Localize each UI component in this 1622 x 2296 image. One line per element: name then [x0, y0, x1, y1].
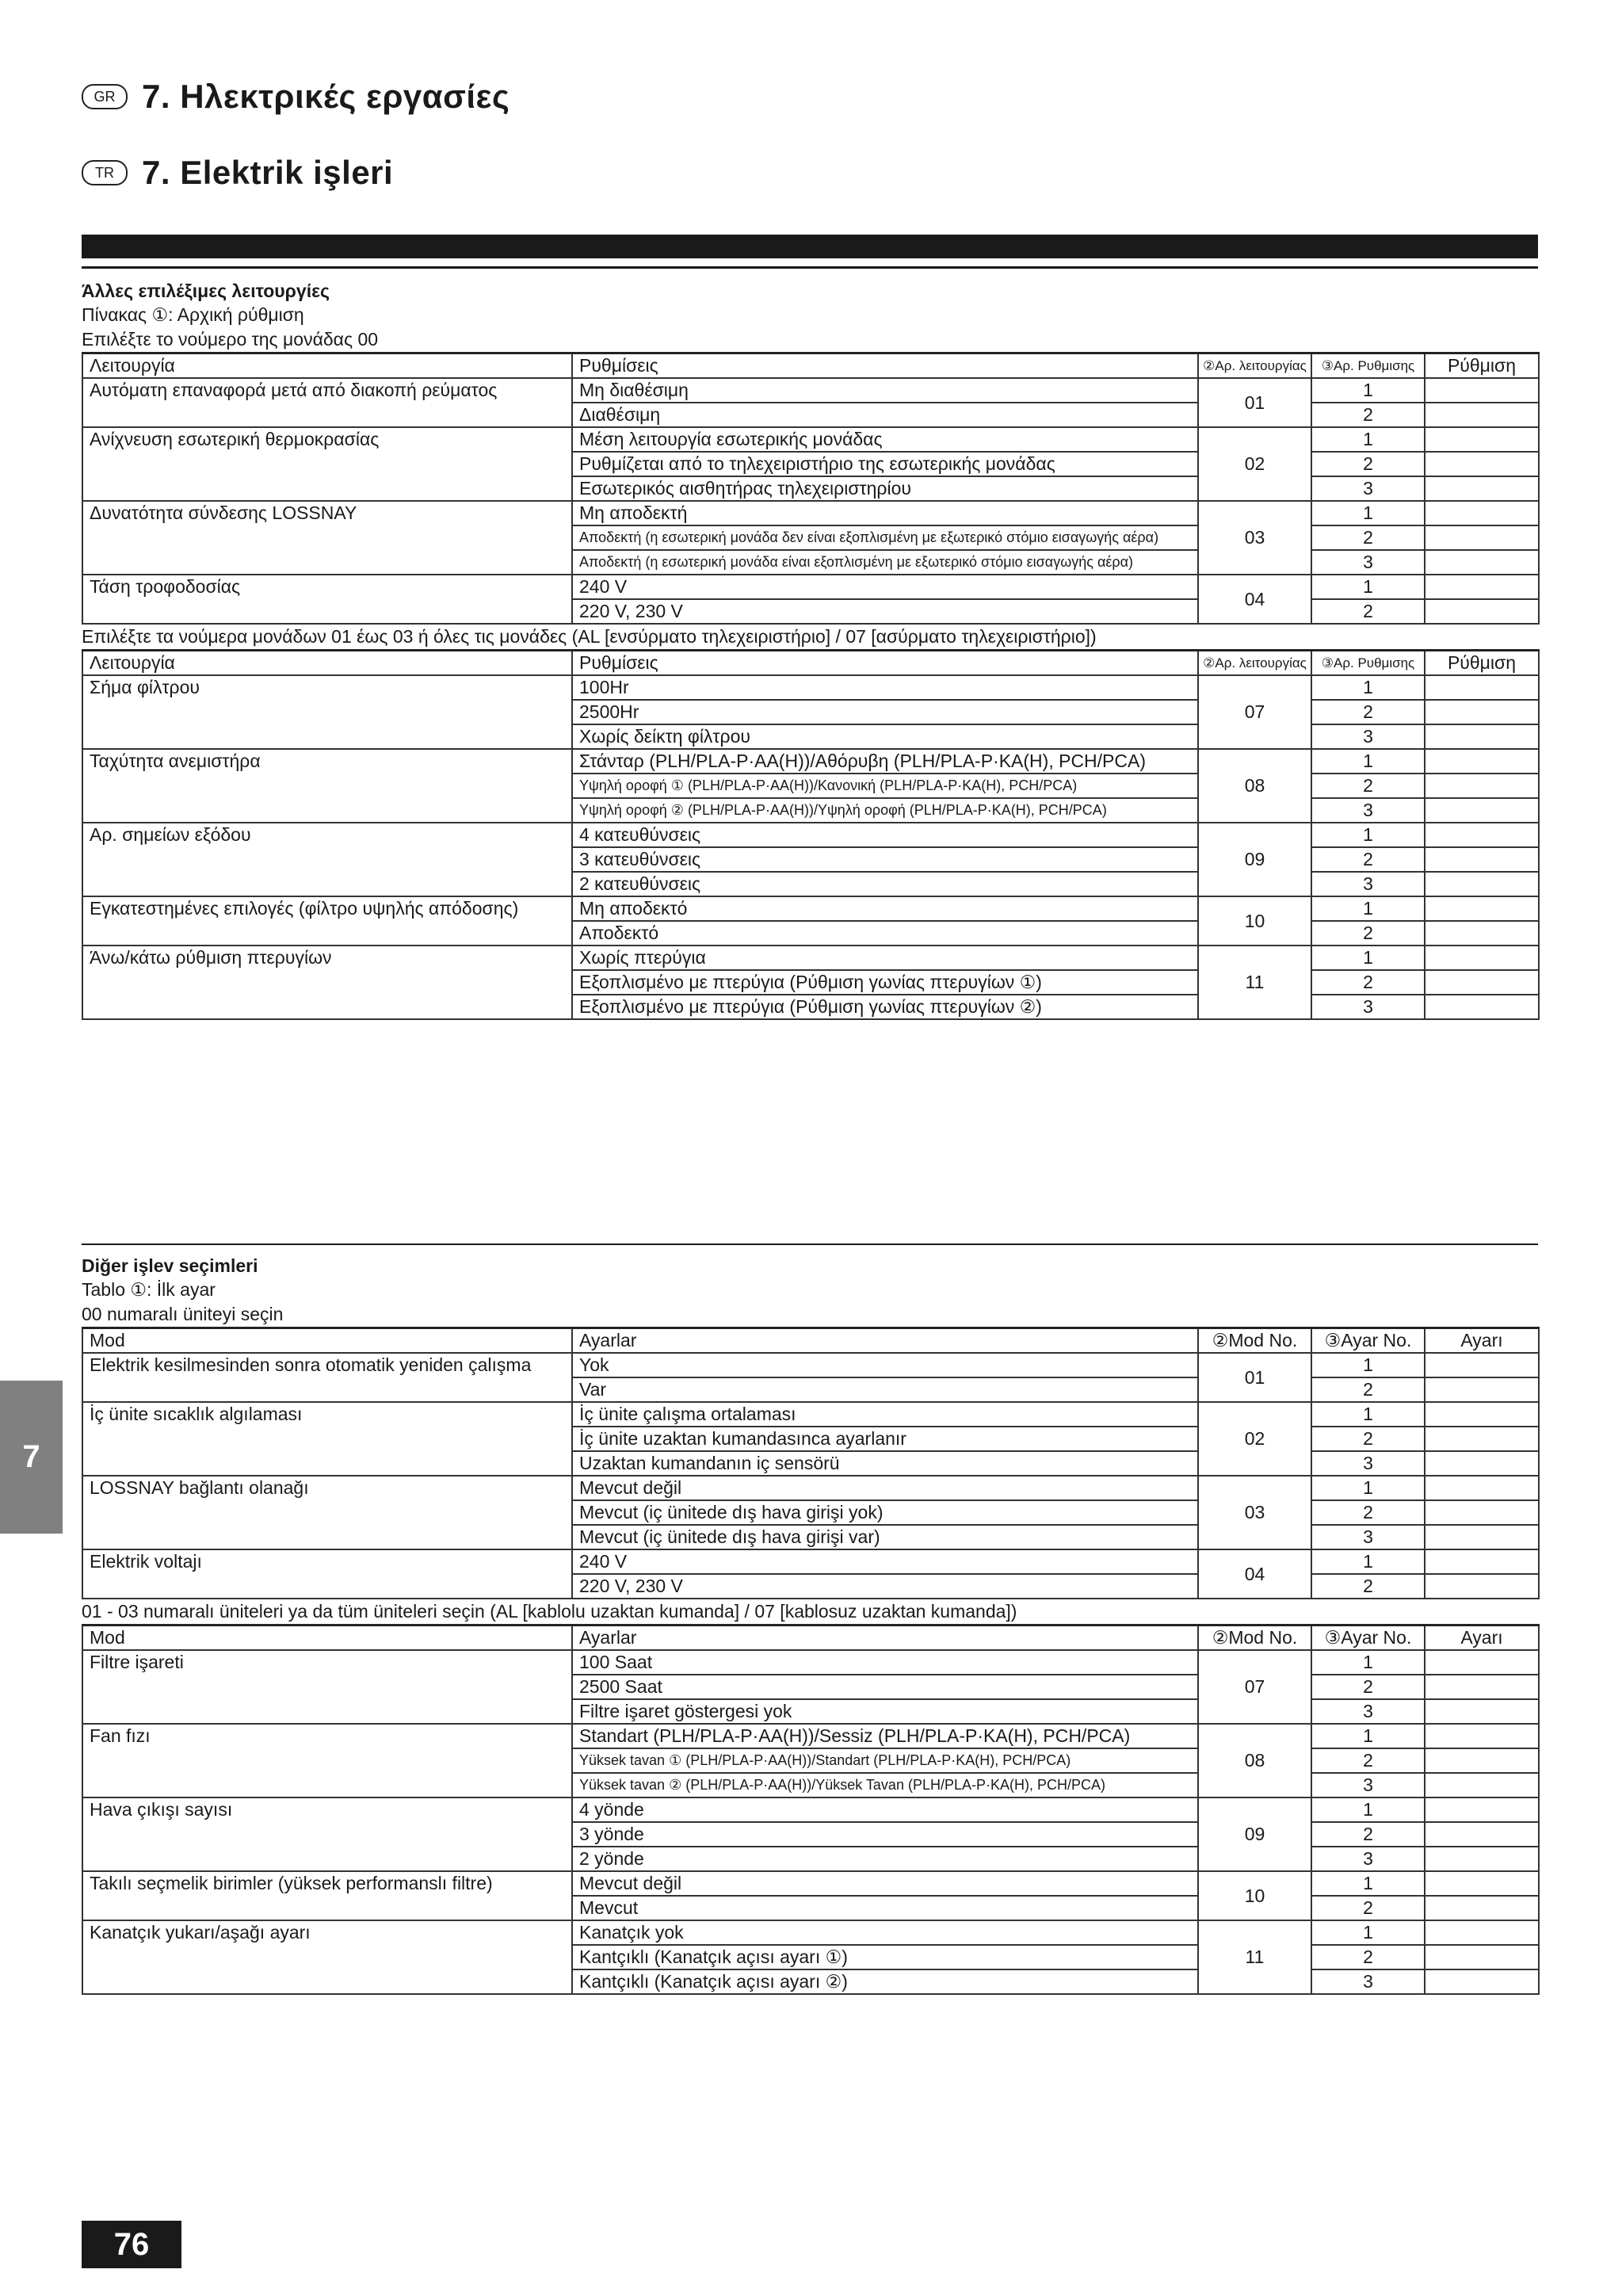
function-cell: Αυτόματη επαναφορά μετά από διακοπή ρεύματος	[82, 378, 572, 427]
turkish-section-title: Diğer işlev seçimleri	[82, 1255, 258, 1276]
setting-check-cell[interactable]	[1425, 1920, 1539, 1945]
setting-no-cell: 1	[1311, 378, 1425, 403]
setting-cell: Μη αποδεκτή	[572, 501, 1198, 525]
header-black-bar	[82, 235, 1538, 258]
mode-no-cell: 07	[1198, 1650, 1311, 1724]
setting-cell: Μη αποδεκτό	[572, 896, 1198, 921]
mode-no-cell: 11	[1198, 946, 1311, 1019]
setting-cell: Χωρίς πτερύγια	[572, 946, 1198, 970]
setting-no-cell: 2	[1311, 921, 1425, 946]
setting-check-cell[interactable]	[1425, 1574, 1539, 1599]
function-cell: Ταχύτητα ανεμιστήρα	[82, 749, 572, 823]
setting-cell: Εξοπλισμένο με πτερύγια (Ρύθμιση γωνίας πτερυγίων ②)	[572, 995, 1198, 1019]
function-cell: Fan fızı	[82, 1724, 572, 1797]
setting-cell: Εξοπλισμένο με πτερύγια (Ρύθμιση γωνίας πτερυγίων ①)	[572, 970, 1198, 995]
header-setting-no: ③Ayar No.	[1311, 1626, 1425, 1651]
setting-check-cell[interactable]	[1425, 774, 1539, 798]
function-cell: Elektrik kesilmesinden sonra otomatik yeniden çalışma	[82, 1353, 572, 1402]
header-settings: Ayarlar	[572, 1328, 1198, 1354]
mode-no-cell: 10	[1198, 1871, 1311, 1920]
setting-no-cell: 1	[1311, 575, 1425, 599]
setting-check-cell[interactable]	[1425, 1402, 1539, 1427]
header-mode-no: ②Αρ. λειτουργίας	[1198, 651, 1311, 676]
setting-no-cell: 3	[1311, 1773, 1425, 1797]
setting-check-cell[interactable]	[1425, 1699, 1539, 1724]
table-row	[82, 575, 1539, 599]
header-setting-no: ③Αρ. Ρυθμισης	[1311, 651, 1425, 676]
setting-no-cell: 3	[1311, 724, 1425, 749]
setting-no-cell: 2	[1311, 847, 1425, 872]
table-row	[82, 1920, 1539, 1945]
header-function: Mod	[82, 1626, 572, 1651]
setting-no-cell: 2	[1311, 403, 1425, 427]
setting-cell: İç ünite çalışma ortalaması	[572, 1402, 1198, 1427]
greek-table-1	[82, 352, 1540, 625]
function-cell: Ανίχνευση εσωτερική θερμοκρασίας	[82, 427, 572, 501]
setting-cell: Αποδεκτό	[572, 921, 1198, 946]
function-cell: Hava çıkışı sayısı	[82, 1797, 572, 1871]
setting-cell: 2 yönde	[572, 1847, 1198, 1871]
setting-cell: Standart (PLH/PLA-P·AA(H))/Sessiz (PLH/PLA-P·KA(H), PCH/PCA)	[572, 1724, 1198, 1748]
turkish-table-1	[82, 1327, 1540, 1599]
table-row	[82, 1402, 1539, 1427]
setting-no-cell: 1	[1311, 1549, 1425, 1574]
turkish-section	[82, 1254, 1540, 1995]
setting-no-cell: 1	[1311, 1920, 1425, 1945]
function-cell: Αρ. σημείων εξόδου	[82, 823, 572, 896]
setting-no-cell: 3	[1311, 1969, 1425, 1994]
setting-cell: 4 κατευθύνσεις	[572, 823, 1198, 847]
header-setting: Ρύθμιση	[1425, 353, 1539, 379]
setting-check-cell[interactable]	[1425, 1724, 1539, 1748]
setting-no-cell: 3	[1311, 476, 1425, 501]
setting-cell: Mevcut değil	[572, 1476, 1198, 1500]
setting-check-cell[interactable]	[1425, 1822, 1539, 1847]
mode-no-cell: 03	[1198, 501, 1311, 575]
function-cell: Filtre işareti	[82, 1650, 572, 1724]
setting-no-cell: 2	[1311, 599, 1425, 624]
setting-check-cell[interactable]	[1425, 1748, 1539, 1773]
setting-check-cell[interactable]	[1425, 378, 1539, 403]
mode-no-cell: 02	[1198, 427, 1311, 501]
turkish-select-units-01-03: 01 - 03 numaralı üniteleri ya da tüm üniteleri seçin (AL [kablolu uzaktan kumanda] / 07 [kablosuz uzaktan kumanda])	[82, 1601, 1017, 1622]
setting-check-cell[interactable]	[1425, 525, 1539, 550]
table-header-row	[82, 651, 1539, 676]
header-mode-no: ②Mod No.	[1198, 1626, 1311, 1651]
function-cell: Δυνατότητα σύνδεσης LOSSNAY	[82, 501, 572, 575]
setting-cell: Var	[572, 1377, 1198, 1402]
setting-check-cell[interactable]	[1425, 1650, 1539, 1675]
table-row	[82, 1797, 1539, 1822]
header-mode-no: ②Mod No.	[1198, 1328, 1311, 1354]
setting-no-cell: 1	[1311, 1353, 1425, 1377]
setting-cell: 220 V, 230 V	[572, 599, 1198, 624]
setting-no-cell: 2	[1311, 452, 1425, 476]
setting-no-cell: 3	[1311, 550, 1425, 575]
setting-check-cell[interactable]	[1425, 896, 1539, 921]
function-cell: Kanatçık yukarı/aşağı ayarı	[82, 1920, 572, 1994]
setting-check-cell[interactable]	[1425, 1797, 1539, 1822]
mode-no-cell: 09	[1198, 823, 1311, 896]
table-row	[82, 378, 1539, 403]
mid-rule	[82, 1244, 1538, 1245]
setting-no-cell: 2	[1311, 1896, 1425, 1920]
turkish-select-unit-00: 00 numaralı üniteyi seçin	[82, 1304, 284, 1324]
setting-check-cell[interactable]	[1425, 1525, 1539, 1549]
function-cell: Elektrik voltajı	[82, 1549, 572, 1599]
header-rule	[82, 266, 1538, 269]
setting-no-cell: 3	[1311, 798, 1425, 823]
mode-no-cell: 07	[1198, 675, 1311, 749]
setting-cell: 240 V	[572, 1549, 1198, 1574]
greek-table-label: Πίνακας ①: Αρχική ρύθμιση	[82, 304, 304, 325]
header-line-tr	[82, 154, 393, 192]
page-number: 76	[82, 2221, 181, 2268]
setting-cell: Uzaktan kumandanın iç sensörü	[572, 1451, 1198, 1476]
setting-check-cell[interactable]	[1425, 1896, 1539, 1920]
header-settings: Ρυθμίσεις	[572, 353, 1198, 379]
setting-no-cell: 2	[1311, 1500, 1425, 1525]
setting-cell: Ρυθμίζεται από το τηλεχειριστήριο της εσωτερικής μονάδας	[572, 452, 1198, 476]
turkish-table-2	[82, 1624, 1540, 1995]
mode-no-cell: 09	[1198, 1797, 1311, 1871]
setting-check-cell[interactable]	[1425, 700, 1539, 724]
header-settings: Ρυθμίσεις	[572, 651, 1198, 676]
header-function: Λειτουργία	[82, 353, 572, 379]
setting-no-cell: 2	[1311, 774, 1425, 798]
setting-check-cell[interactable]	[1425, 798, 1539, 823]
header-settings: Ayarlar	[572, 1626, 1198, 1651]
function-cell: Σήμα φίλτρου	[82, 675, 572, 749]
setting-check-cell[interactable]	[1425, 476, 1539, 501]
setting-cell: Διαθέσιμη	[572, 403, 1198, 427]
setting-check-cell[interactable]	[1425, 1945, 1539, 1969]
setting-cell: Kantçıklı (Kanatçık açısı ayarı ①)	[572, 1945, 1198, 1969]
table-row	[82, 823, 1539, 847]
mode-no-cell: 01	[1198, 1353, 1311, 1402]
mode-no-cell: 11	[1198, 1920, 1311, 1994]
setting-no-cell: 2	[1311, 1748, 1425, 1773]
table-row	[82, 1724, 1539, 1748]
mode-no-cell: 08	[1198, 1724, 1311, 1797]
setting-check-cell[interactable]	[1425, 1871, 1539, 1896]
setting-check-cell[interactable]	[1425, 1451, 1539, 1476]
turkish-table-label: Tablo ①: İlk ayar	[82, 1279, 216, 1300]
setting-check-cell[interactable]	[1425, 1847, 1539, 1871]
section-heading-gr: 7. Ηλεκτρικές εργασίες	[142, 78, 510, 115]
mode-no-cell: 03	[1198, 1476, 1311, 1549]
setting-check-cell[interactable]	[1425, 403, 1539, 427]
setting-no-cell: 1	[1311, 896, 1425, 921]
setting-no-cell: 2	[1311, 1945, 1425, 1969]
setting-cell: Kantçıklı (Kanatçık açısı ayarı ②)	[572, 1969, 1198, 1994]
section-heading-tr: 7. Elektrik işleri	[142, 154, 394, 191]
setting-no-cell: 1	[1311, 1724, 1425, 1748]
header-mode-no: ②Αρ. λειτουργίας	[1198, 353, 1311, 379]
setting-no-cell: 3	[1311, 1699, 1425, 1724]
setting-no-cell: 2	[1311, 1377, 1425, 1402]
setting-no-cell: 2	[1311, 1822, 1425, 1847]
setting-cell: İç ünite uzaktan kumandasınca ayarlanır	[572, 1427, 1198, 1451]
setting-cell: Mevcut	[572, 1896, 1198, 1920]
setting-cell: 100Hr	[572, 675, 1198, 700]
setting-check-cell[interactable]	[1425, 1476, 1539, 1500]
setting-no-cell: 3	[1311, 1451, 1425, 1476]
mode-no-cell: 04	[1198, 575, 1311, 624]
setting-no-cell: 1	[1311, 823, 1425, 847]
table-row	[82, 427, 1539, 452]
setting-check-cell[interactable]	[1425, 995, 1539, 1019]
setting-cell: Yüksek tavan ② (PLH/PLA-P·AA(H))/Yüksek Tavan (PLH/PLA-P·KA(H), PCH/PCA)	[572, 1773, 1198, 1797]
setting-cell: Υψηλή οροφή ② (PLH/PLA-P·AA(H))/Υψηλή οροφή (PLH/PLA-P·KA(H), PCH/PCA)	[572, 798, 1198, 823]
table-row	[82, 501, 1539, 525]
setting-cell: 3 yönde	[572, 1822, 1198, 1847]
setting-check-cell[interactable]	[1425, 724, 1539, 749]
setting-check-cell[interactable]	[1425, 1377, 1539, 1402]
setting-cell: Μέση λειτουργία εσωτερικής μονάδας	[572, 427, 1198, 452]
setting-no-cell: 2	[1311, 1574, 1425, 1599]
setting-cell: Yok	[572, 1353, 1198, 1377]
table-header-row	[82, 353, 1539, 379]
setting-check-cell[interactable]	[1425, 921, 1539, 946]
setting-no-cell: 1	[1311, 675, 1425, 700]
setting-no-cell: 1	[1311, 1402, 1425, 1427]
setting-check-cell[interactable]	[1425, 427, 1539, 452]
function-cell: Τάση τροφοδοσίας	[82, 575, 572, 624]
setting-no-cell: 1	[1311, 1797, 1425, 1822]
lang-badge-tr: TR	[82, 160, 128, 185]
mode-no-cell: 04	[1198, 1549, 1311, 1599]
setting-check-cell[interactable]	[1425, 1549, 1539, 1574]
header-setting: Ayarı	[1425, 1328, 1539, 1354]
function-cell: Εγκατεστημένες επιλογές (φίλτρο υψηλής απόδοσης)	[82, 896, 572, 946]
setting-cell: Στάνταρ (PLH/PLA-P·AA(H))/Αθόρυβη (PLH/PLA-P·KA(H), PCH/PCA)	[572, 749, 1198, 774]
setting-cell: Mevcut (iç ünitede dış hava girişi yok)	[572, 1500, 1198, 1525]
header-function: Λειτουργία	[82, 651, 572, 676]
setting-check-cell[interactable]	[1425, 501, 1539, 525]
setting-check-cell[interactable]	[1425, 1773, 1539, 1797]
setting-no-cell: 1	[1311, 1476, 1425, 1500]
setting-no-cell: 2	[1311, 970, 1425, 995]
setting-no-cell: 1	[1311, 427, 1425, 452]
setting-check-cell[interactable]	[1425, 872, 1539, 896]
setting-cell: Χωρίς δείκτη φίλτρου	[572, 724, 1198, 749]
table-row	[82, 1871, 1539, 1896]
greek-table-2	[82, 649, 1540, 1020]
setting-cell: Yüksek tavan ① (PLH/PLA-P·AA(H))/Standart (PLH/PLA-P·KA(H), PCH/PCA)	[572, 1748, 1198, 1773]
setting-no-cell: 2	[1311, 525, 1425, 550]
greek-section-title: Άλλες επιλέξιμες λειτουργίες	[82, 281, 330, 301]
setting-check-cell[interactable]	[1425, 1500, 1539, 1525]
setting-no-cell: 3	[1311, 872, 1425, 896]
setting-check-cell[interactable]	[1425, 1427, 1539, 1451]
mode-no-cell: 02	[1198, 1402, 1311, 1476]
setting-no-cell: 2	[1311, 1427, 1425, 1451]
header-setting-no: ③Ayar No.	[1311, 1328, 1425, 1354]
table-header-row	[82, 1626, 1539, 1651]
setting-cell: Αποδεκτή (η εσωτερική μονάδα είναι εξοπλισμένη με εξωτερικό στόμιο εισαγωγής αέρα)	[572, 550, 1198, 575]
setting-check-cell[interactable]	[1425, 749, 1539, 774]
header-setting: Ρύθμιση	[1425, 651, 1539, 676]
function-cell: İç ünite sıcaklık algılaması	[82, 1402, 572, 1476]
table-row	[82, 896, 1539, 921]
setting-check-cell[interactable]	[1425, 1969, 1539, 1994]
setting-cell: 100 Saat	[572, 1650, 1198, 1675]
setting-cell: 240 V	[572, 575, 1198, 599]
mode-no-cell: 10	[1198, 896, 1311, 946]
setting-check-cell[interactable]	[1425, 675, 1539, 700]
setting-cell: Μη διαθέσιμη	[572, 378, 1198, 403]
setting-cell: Εσωτερικός αισθητήρας τηλεχειριστηρίου	[572, 476, 1198, 501]
setting-cell: Kanatçık yok	[572, 1920, 1198, 1945]
setting-check-cell[interactable]	[1425, 823, 1539, 847]
setting-check-cell[interactable]	[1425, 970, 1539, 995]
setting-no-cell: 1	[1311, 946, 1425, 970]
setting-check-cell[interactable]	[1425, 1675, 1539, 1699]
setting-cell: 220 V, 230 V	[572, 1574, 1198, 1599]
setting-no-cell: 2	[1311, 700, 1425, 724]
setting-no-cell: 1	[1311, 501, 1425, 525]
setting-cell: Υψηλή οροφή ① (PLH/PLA-P·AA(H))/Κανονική (PLH/PLA-P·KA(H), PCH/PCA)	[572, 774, 1198, 798]
mode-no-cell: 01	[1198, 378, 1311, 427]
setting-no-cell: 3	[1311, 1525, 1425, 1549]
setting-cell: 2500 Saat	[572, 1675, 1198, 1699]
setting-check-cell[interactable]	[1425, 1353, 1539, 1377]
greek-section	[82, 279, 1540, 1020]
setting-cell: Mevcut değil	[572, 1871, 1198, 1896]
table-row	[82, 675, 1539, 700]
table-row	[82, 749, 1539, 774]
table-row	[82, 1476, 1539, 1500]
header-function: Mod	[82, 1328, 572, 1354]
table-row	[82, 1549, 1539, 1574]
setting-cell: Mevcut (iç ünitede dış hava girişi var)	[572, 1525, 1198, 1549]
setting-cell: 4 yönde	[572, 1797, 1198, 1822]
table-row	[82, 1650, 1539, 1675]
function-cell: LOSSNAY bağlantı olanağı	[82, 1476, 572, 1549]
setting-check-cell[interactable]	[1425, 550, 1539, 575]
lang-badge-gr: GR	[82, 84, 128, 109]
mode-no-cell: 08	[1198, 749, 1311, 823]
setting-no-cell: 1	[1311, 1871, 1425, 1896]
setting-cell: 2500Hr	[572, 700, 1198, 724]
setting-no-cell: 1	[1311, 1650, 1425, 1675]
setting-cell: 3 κατευθύνσεις	[572, 847, 1198, 872]
setting-cell: Αποδεκτή (η εσωτερική μονάδα δεν είναι εξοπλισμένη με εξωτερικό στόμιο εισαγωγής αέρα)	[572, 525, 1198, 550]
setting-check-cell[interactable]	[1425, 847, 1539, 872]
header-line-gr	[82, 78, 509, 116]
chapter-side-tab: 7	[0, 1381, 63, 1534]
header-setting-no: ③Αρ. Ρυθμισης	[1311, 353, 1425, 379]
setting-no-cell: 2	[1311, 1675, 1425, 1699]
function-cell: Takılı seçmelik birimler (yüksek performanslı filtre)	[82, 1871, 572, 1920]
setting-no-cell: 3	[1311, 995, 1425, 1019]
table-row	[82, 946, 1539, 970]
setting-no-cell: 3	[1311, 1847, 1425, 1871]
setting-check-cell[interactable]	[1425, 575, 1539, 599]
setting-cell: 2 κατευθύνσεις	[572, 872, 1198, 896]
setting-cell: Filtre işaret göstergesi yok	[572, 1699, 1198, 1724]
setting-check-cell[interactable]	[1425, 599, 1539, 624]
table-row	[82, 1353, 1539, 1377]
greek-select-units-01-03: Επιλέξτε τα νούμερα μονάδων 01 έως 03 ή όλες τις μονάδες (AL [ενσύρματο τηλεχειριστήριο] / 07 [ασύρματο τηλεχειριστήριο])	[82, 626, 1097, 647]
table-header-row	[82, 1328, 1539, 1354]
setting-check-cell[interactable]	[1425, 946, 1539, 970]
greek-select-unit-00: Επιλέξτε το νούμερο της μονάδας 00	[82, 329, 379, 350]
setting-check-cell[interactable]	[1425, 452, 1539, 476]
setting-no-cell: 1	[1311, 749, 1425, 774]
header-setting: Ayarı	[1425, 1626, 1539, 1651]
function-cell: Άνω/κάτω ρύθμιση πτερυγίων	[82, 946, 572, 1019]
